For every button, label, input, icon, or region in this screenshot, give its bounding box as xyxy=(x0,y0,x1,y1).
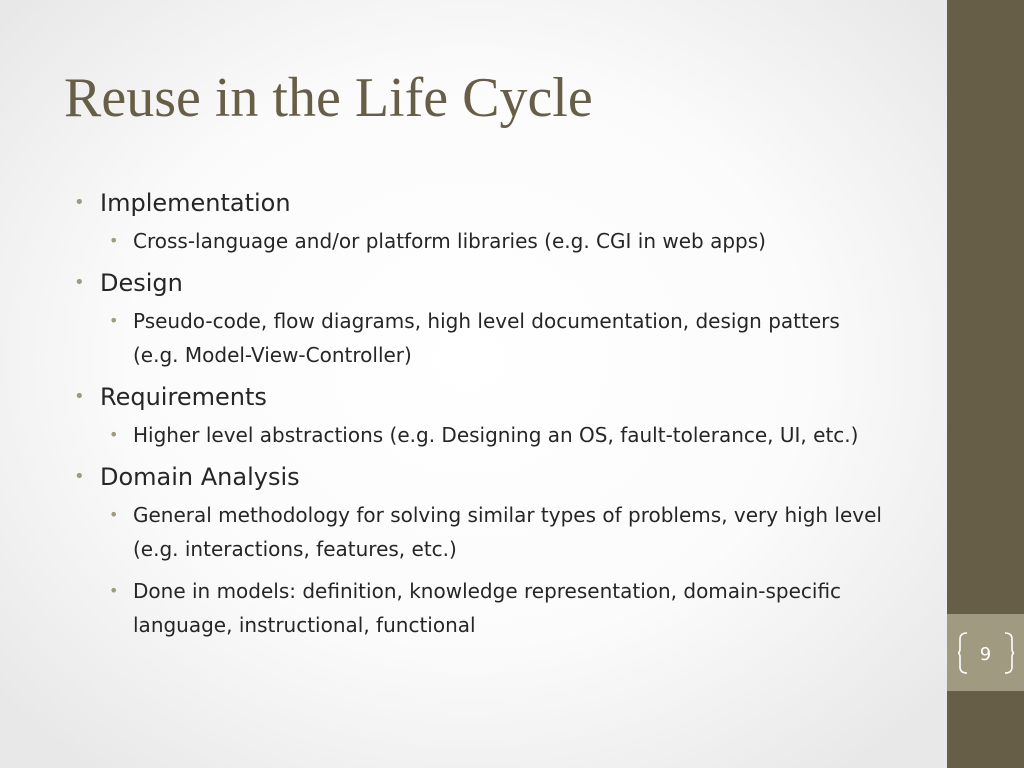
sub-bullet-dot-icon: • xyxy=(109,311,119,330)
bullet-text: Domain Analysis xyxy=(100,463,300,491)
page-number: 9 xyxy=(979,644,992,665)
slide-title: Reuse in the Life Cycle xyxy=(64,67,593,129)
bullet-item-implementation xyxy=(70,186,890,220)
sub-bullet-item xyxy=(103,498,890,566)
bullet-dot-icon: • xyxy=(74,192,85,213)
bullet-text: Implementation xyxy=(100,189,291,217)
bullet-item-domain-analysis xyxy=(70,460,890,494)
bullet-item-requirements xyxy=(70,380,890,414)
sub-bullet-item xyxy=(103,224,890,258)
page-number-box xyxy=(947,614,1024,691)
sub-bullet-text: General methodology for solving similar types of problems, very high level (e.g. interactions, features, etc.) xyxy=(133,503,882,561)
sub-bullet-item xyxy=(103,304,890,372)
bullet-dot-icon: • xyxy=(74,466,85,487)
bullet-dot-icon: • xyxy=(74,386,85,407)
bullet-list xyxy=(70,186,890,650)
bullet-text: Design xyxy=(100,269,183,297)
sub-bullet-item xyxy=(103,574,890,642)
bullet-item-design xyxy=(70,266,890,300)
sub-bullet-item xyxy=(103,418,890,452)
sub-bullet-text: Done in models: definition, knowledge representation, domain-specific language, instructional, functional xyxy=(133,579,842,637)
sub-bullet-dot-icon: • xyxy=(109,425,119,444)
sub-bullet-dot-icon: • xyxy=(109,505,119,524)
sub-bullet-dot-icon: • xyxy=(109,231,119,250)
sub-bullet-text: Higher level abstractions (e.g. Designing an OS, fault-tolerance, UI, etc.) xyxy=(133,423,859,447)
sub-bullet-text: Cross-language and/or platform libraries (e.g. CGI in web apps) xyxy=(133,229,766,253)
bullet-dot-icon: • xyxy=(74,272,85,293)
sub-bullet-dot-icon: • xyxy=(109,581,119,600)
sub-bullet-text: Pseudo-code, flow diagrams, high level documentation, design patters (e.g. Model-View-Controller) xyxy=(133,309,840,367)
bullet-text: Requirements xyxy=(100,383,267,411)
